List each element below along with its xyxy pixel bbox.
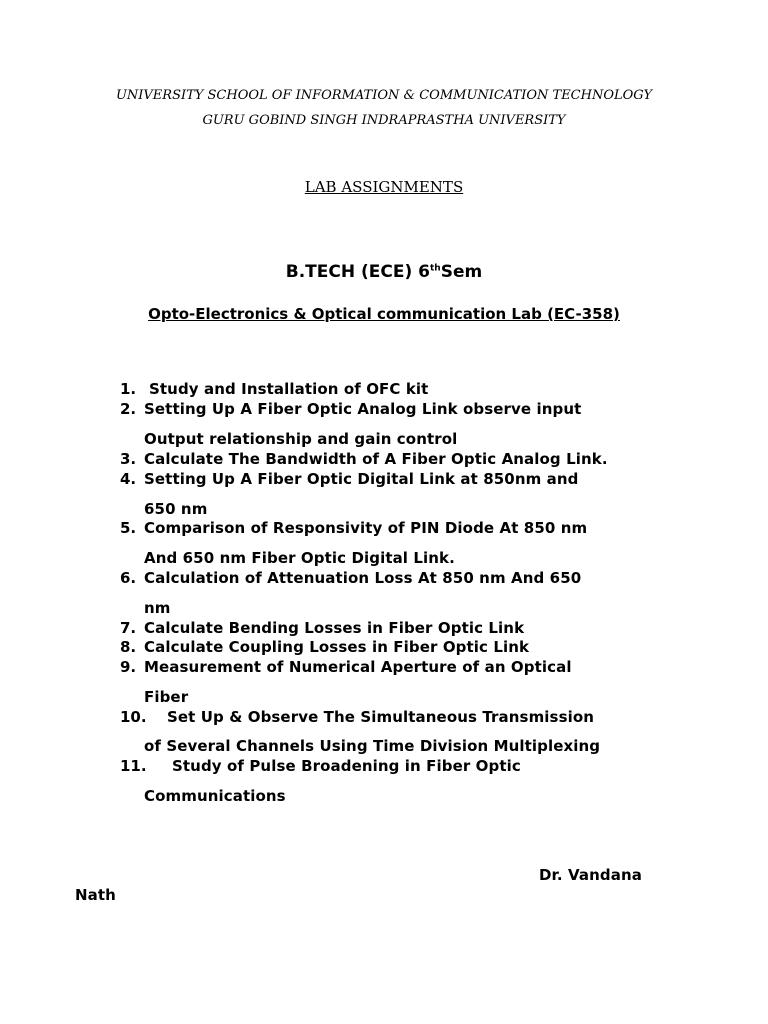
program-sup: th [430,263,441,274]
experiment-number: 5. [120,519,137,537]
experiment-line: Measurement of Numerical Aperture of an Optical [144,658,572,676]
experiment-line: Setting Up A Fiber Optic Digital Link at 850nm and [144,470,579,488]
experiment-line: Output relationship and gain control [144,430,458,448]
signature-name: Dr. Vandana [539,866,642,884]
course-title: Opto-Electronics & Optical communication Lab (EC-358) [148,305,620,323]
experiment-line: Fiber [144,688,189,706]
experiment-line: And 650 nm Fiber Optic Digital Link. [144,549,455,567]
program-heading [0,262,768,282]
signature-surname: Nath [75,886,116,904]
experiment-line: Communications [144,787,286,805]
experiment-line: Set Up & Observe The Simultaneous Transmission [167,708,595,726]
experiment-line: Calculate Coupling Losses in Fiber Optic Link [144,638,530,656]
experiment-number: 9. [120,658,137,676]
experiment-number: 3. [120,450,137,468]
experiment-line: of Several Channels Using Time Division Multiplexing [144,737,601,755]
program-suffix: Sem [440,262,483,282]
experiment-number: 10. [120,708,147,726]
program-main: B.TECH (ECE) 6 [285,262,430,282]
experiment-line: Calculate The Bandwidth of A Fiber Optic Analog Link. [144,450,608,468]
experiment-number: 4. [120,470,137,488]
experiment-number: 6. [120,569,137,587]
experiment-line: Study of Pulse Broadening in Fiber Optic [172,757,521,775]
university-name: GURU GOBIND SINGH INDRAPRASTHA UNIVERSITY [202,113,566,128]
experiment-number: 11. [120,757,147,775]
experiment-line: Setting Up A Fiber Optic Analog Link observe input [144,400,582,418]
experiment-line: Study and Installation of OFC kit [149,380,429,398]
lab-assignments-title: LAB ASSIGNMENTS [304,178,464,196]
experiment-number: 2. [120,400,137,418]
experiment-line: Calculation of Attenuation Loss At 850 nm And 650 [144,569,582,587]
school-name: UNIVERSITY SCHOOL OF INFORMATION & COMMUNICATION TECHNOLOGY [115,88,653,103]
experiment-number: 7. [120,619,137,637]
experiment-number: 8. [120,638,137,656]
experiment-line: 650 nm [144,500,208,518]
experiment-number: 1. [120,380,137,398]
experiment-line: Calculate Bending Losses in Fiber Optic Link [144,619,525,637]
experiment-line: nm [144,599,171,617]
experiment-line: Comparison of Responsivity of PIN Diode At 850 nm [144,519,588,537]
